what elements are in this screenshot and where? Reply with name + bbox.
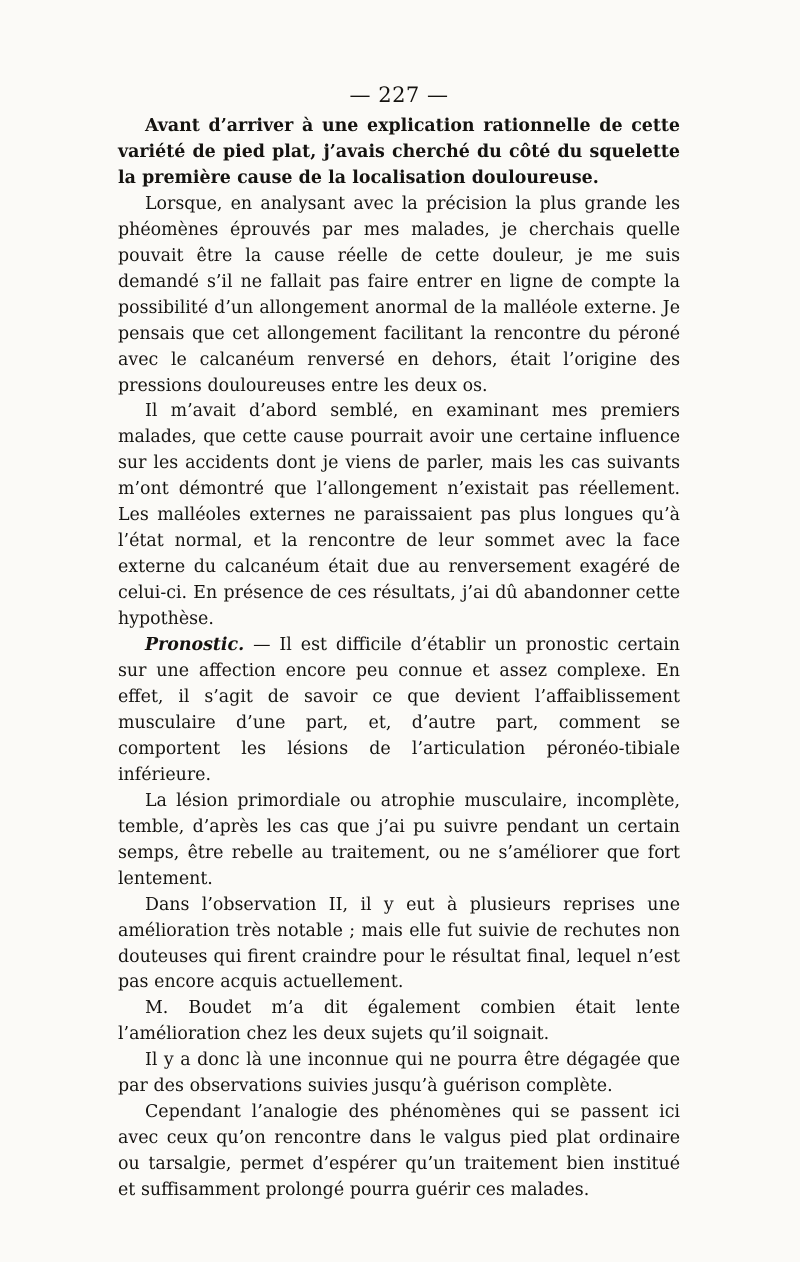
paragraph-8: Il y a donc là une inconnue qui ne pourra être dégagée que par des observations suivies jusqu’à guérison complète. [118, 1050, 680, 1097]
paragraph-7: M. Boudet m’a dit également combien était lente l’amélioration chez les deux sujets qu’il soignait. [118, 998, 680, 1045]
paragraph-1: Avant d’arriver à une explication rationnelle de cette variété de pied plat, j’avais cherché du côté du squelette la première cause de la localisation douloureuse. [118, 116, 680, 188]
paragraph-2: Lorsque, en analysant avec la précision la plus grande les phéomènes éprouvés par mes malades, je cherchais quelle pouvait être la cause réelle de cette douleur, je me suis demandé s’il ne fallait pas faire entrer en ligne de compte la possibilité d’un allongement anormal de la malléole externe. Je pensais que cet allongement facilitant la rencontre du péroné avec le calcanéum renversé en dehors, était l’origine des pressions douloureuses entre les deux os. [118, 193, 680, 396]
prognosis-heading: Pronostic. [145, 635, 245, 656]
paragraph-3: Il m’avait d’abord semblé, en examinant mes premiers malades, que cette cause pourrait avoir une certaine influence sur les accidents dont je viens de parler, mais les cas suivants m’ont démontré que l’allongement n’existait pas réellement. Les malléoles externes ne paraissaient pas plus longues qu’à l’état normal, et la rencontre de leur sommet avec la face externe du calcanéum était due au renversement exagéré de celui-ci. En présence de ces résultats, j’ai dû abandonner cette hypothèse. [118, 401, 680, 630]
page-number: — 227 — [349, 83, 449, 107]
prognosis-text: — Il est difficile d’établir un pronostic certain sur une affection encore peu connue et assez complexe. En effet, il s’agit de savoir ce que devient l’affaiblissement musculaire d’une part, et, d’autre part, comment se comportent les lésions de l’articulation péronéo-tibiale inférieure. [118, 635, 680, 785]
paragraph-6: Dans l’observation II, il y eut à plusieurs reprises une amélioration très notable ; mais elle fut suivie de rechutes non douteuses qui firent craindre pour le résultat final, lequel n’est pas encore acquis actuellement. [118, 894, 680, 993]
paragraph-5: La lésion primordiale ou atrophie musculaire, incomplète, temble, d’après les cas que j’ai pu suivre pendant un certain semps, être rebelle au traitement, ou ne s’améliorer que fort lentement. [118, 790, 680, 889]
paragraph-9: Cependant l’analogie des phénomènes qui se passent ici avec ceux qu’on rencontre dans le valgus pied plat ordinaire ou tarsalgie, permet d’espérer qu’un traitement bien institué et suffisamment prolongé pourra guérir ces malades. [118, 1102, 680, 1201]
document-page [118, 82, 680, 1201]
paragraph-prognosis [118, 633, 680, 789]
